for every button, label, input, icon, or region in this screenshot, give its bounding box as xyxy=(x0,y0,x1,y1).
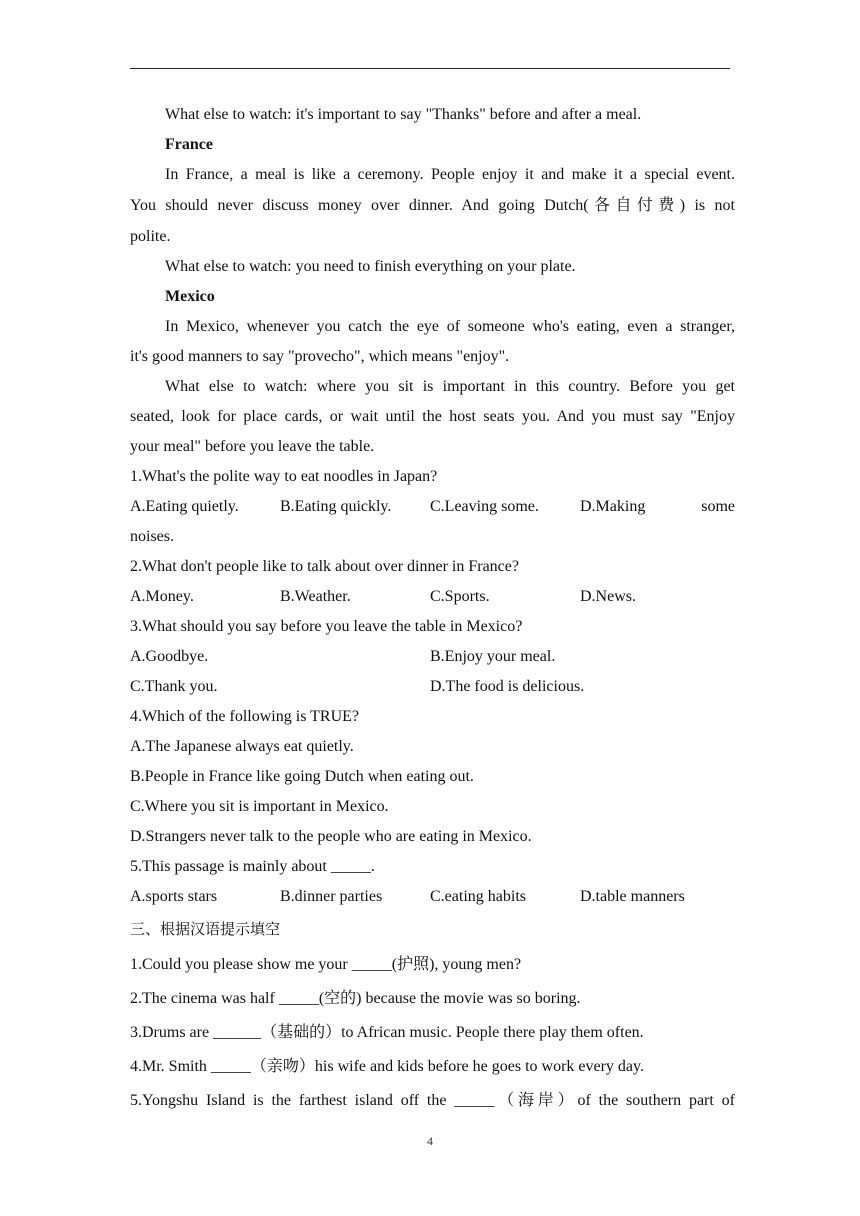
fill-item: 3.Drums are ______（基础的）to African music. People there play them often. xyxy=(130,1024,644,1041)
japan-tip: What else to watch: it's important to say "Thanks" before and after a meal. xyxy=(165,106,642,123)
fill-item: 1.Could you please show me your _____(护照), young men? xyxy=(130,956,522,973)
option-b: B.Eating quickly. xyxy=(280,498,392,515)
option-b: B.Enjoy your meal. xyxy=(430,648,556,665)
question-stem: 4.Which of the following is TRUE? xyxy=(130,708,359,725)
option-d: D.The food is delicious. xyxy=(430,678,585,695)
mexico-paragraph-line: it's good manners to say "provecho", which means "enjoy". xyxy=(130,348,510,365)
mexico-paragraph-line: In Mexico, whenever you catch the eye of someone who's eating, even a stranger, xyxy=(165,318,735,335)
question-stem: 5.This passage is mainly about _____. xyxy=(130,858,375,875)
question-options xyxy=(130,492,735,522)
option-a: A.Money. xyxy=(130,588,194,605)
fill-item: 2.The cinema was half _____(空的) because the movie was so boring. xyxy=(130,990,581,1007)
header-rule xyxy=(130,68,730,69)
option-b: B.dinner parties xyxy=(280,888,383,905)
page-number: 4 xyxy=(427,1134,433,1148)
question-stem: 3.What should you say before you leave the table in Mexico? xyxy=(130,618,523,635)
option-d: D.News. xyxy=(580,588,636,605)
option-c: C.Where you sit is important in Mexico. xyxy=(130,798,389,815)
question-stem: 1.What's the polite way to eat noodles in Japan? xyxy=(130,468,438,485)
fill-item: 4.Mr. Smith _____（亲吻）his wife and kids before he goes to work every day. xyxy=(130,1058,644,1075)
question-options xyxy=(130,582,735,612)
section-heading: 三、根据汉语提示填空 xyxy=(130,920,281,938)
option-d: D.table manners xyxy=(580,888,685,905)
option-a: A.The Japanese always eat quietly. xyxy=(130,738,354,755)
france-paragraph-line: In France, a meal is like a ceremony. People enjoy it and make it a special event. xyxy=(165,166,735,183)
france-paragraph-line: polite. xyxy=(130,228,171,245)
option-c: C.Thank you. xyxy=(130,678,218,695)
mexico-heading: Mexico xyxy=(165,288,215,305)
option-a: A.sports stars xyxy=(130,888,218,905)
option-b: B.People in France like going Dutch when eating out. xyxy=(130,768,474,785)
fill-item: 5.Yongshu Island is the farthest island off the _____（海岸）of the southern part of xyxy=(130,1092,735,1109)
option-d: D.Making some xyxy=(580,498,735,515)
option-c: C.eating habits xyxy=(430,888,526,905)
option-a: A.Eating quietly. xyxy=(130,498,239,515)
option-d: D.Strangers never talk to the people who are eating in Mexico. xyxy=(130,828,532,845)
question-stem: 2.What don't people like to talk about over dinner in France? xyxy=(130,558,519,575)
option-b: B.Weather. xyxy=(280,588,351,605)
mexico-tip-line: your meal" before you leave the table. xyxy=(130,438,375,455)
question-options xyxy=(130,642,735,672)
mexico-tip-line: seated, look for place cards, or wait until the host seats you. And you must say "Enjoy xyxy=(130,408,735,425)
france-paragraph-line: You should never discuss money over dinner. And going Dutch(各自付费) is not xyxy=(130,197,735,214)
option-continuation: noises. xyxy=(130,528,174,545)
france-heading: France xyxy=(165,136,213,153)
question-options xyxy=(130,672,735,702)
france-tip: What else to watch: you need to finish everything on your plate. xyxy=(165,258,576,275)
document-body xyxy=(130,100,735,1118)
option-a: A.Goodbye. xyxy=(130,648,209,665)
option-c: C.Sports. xyxy=(430,588,490,605)
option-c: C.Leaving some. xyxy=(430,498,539,515)
question-options xyxy=(130,882,735,912)
mexico-tip-line: What else to watch: where you sit is important in this country. Before you get xyxy=(165,378,735,395)
